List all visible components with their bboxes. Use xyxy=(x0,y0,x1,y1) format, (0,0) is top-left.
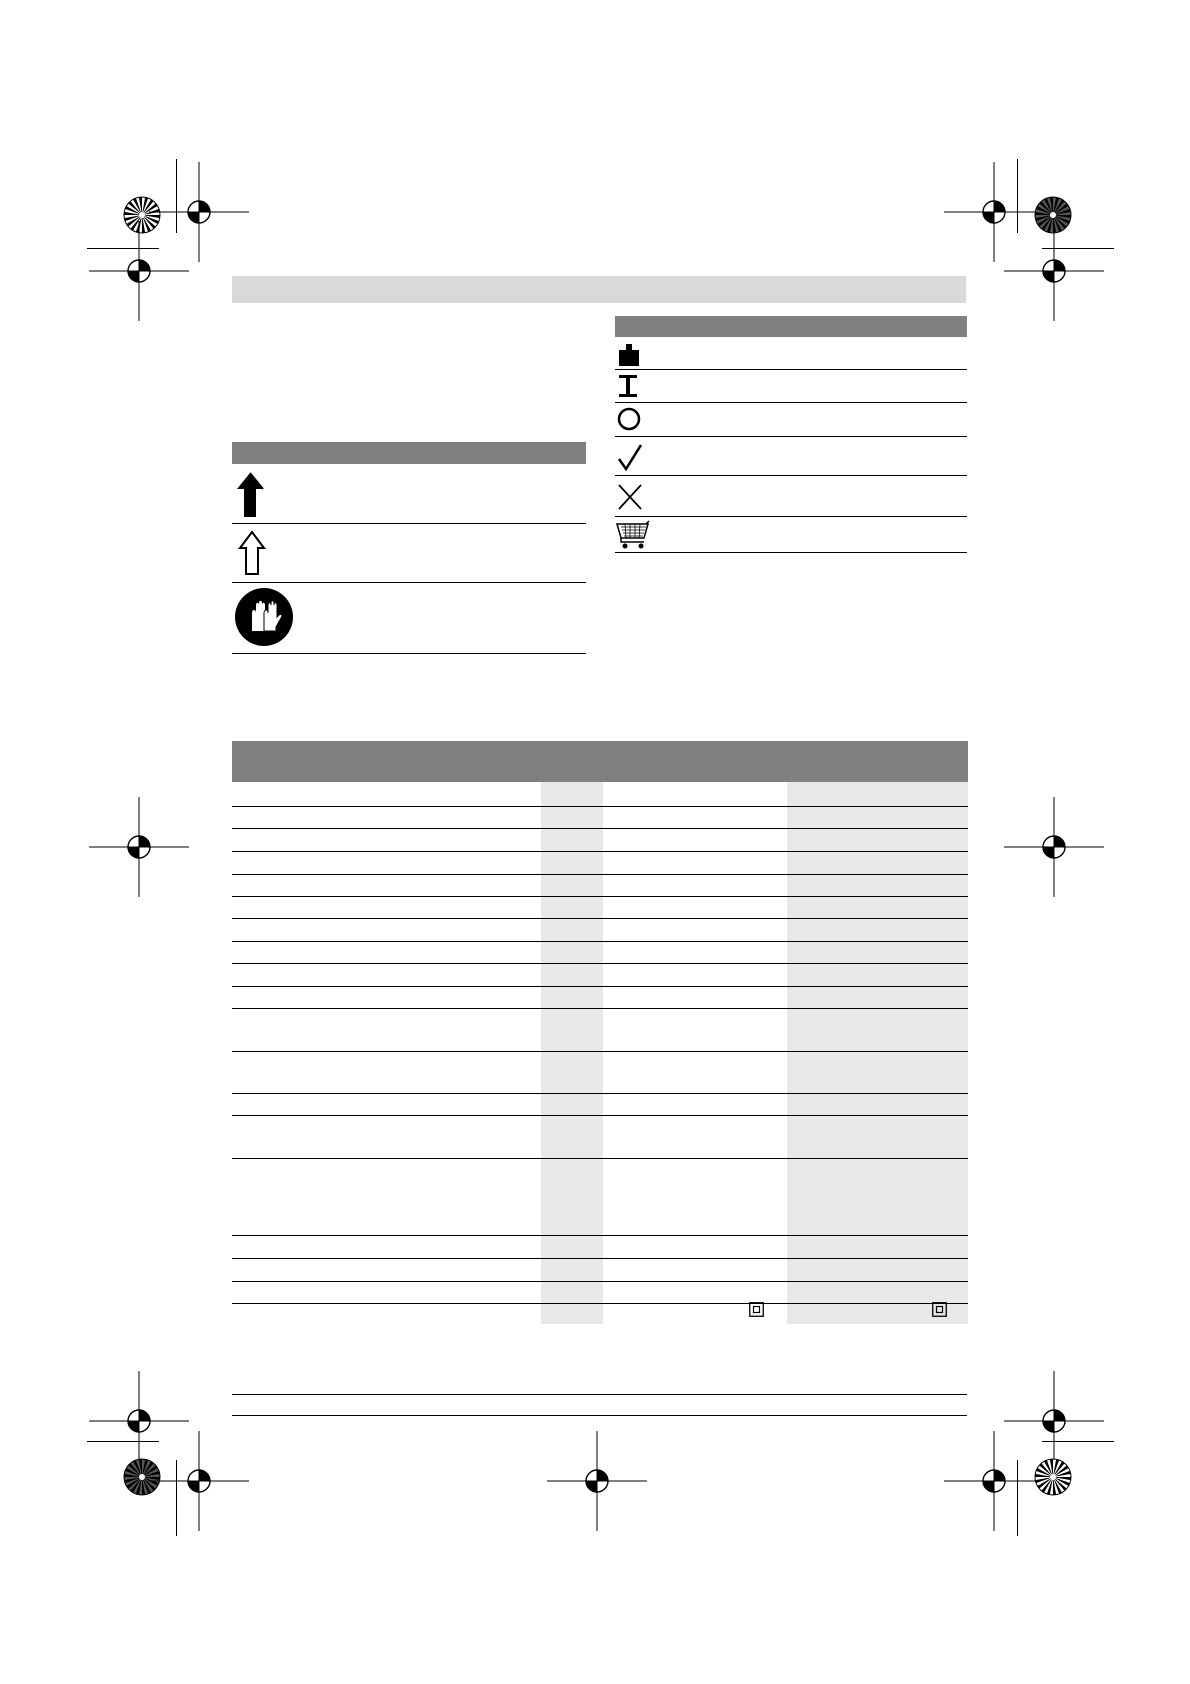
footer-rule-top xyxy=(232,1394,967,1395)
registration-target-icon xyxy=(944,1431,1044,1531)
page-header-band xyxy=(232,276,966,303)
table-row xyxy=(232,986,968,987)
table-row xyxy=(232,1303,968,1304)
double-insulation-icon xyxy=(932,1302,947,1317)
registration-target-icon xyxy=(89,797,189,897)
table-row xyxy=(232,1093,968,1094)
crop-line xyxy=(1042,1441,1114,1442)
table-row xyxy=(232,896,968,897)
spec-column-shade xyxy=(541,782,603,1324)
divider xyxy=(615,475,967,476)
safety-symbols-header xyxy=(232,442,586,464)
circle-icon xyxy=(617,406,643,432)
divider xyxy=(615,402,967,403)
table-row xyxy=(232,851,968,852)
hearing-protection-arrow-filled-icon xyxy=(235,471,265,519)
double-insulation-icon xyxy=(749,1302,764,1317)
safety-symbol-row xyxy=(232,464,586,524)
table-row xyxy=(232,1235,968,1236)
table-row xyxy=(232,918,968,919)
table-row xyxy=(232,874,968,875)
i-beam-icon xyxy=(617,373,643,399)
arrow-outline-icon xyxy=(238,530,266,576)
safety-symbol-row xyxy=(232,583,586,653)
shopping-cart-icon xyxy=(616,520,650,550)
divider xyxy=(615,436,967,437)
spec-table-header xyxy=(232,741,968,782)
table-row xyxy=(232,1115,968,1116)
status-symbols-header xyxy=(615,316,967,337)
table-row xyxy=(232,828,968,829)
crop-line xyxy=(176,1460,177,1536)
divider xyxy=(232,653,586,654)
registration-target-icon xyxy=(1004,797,1104,897)
table-row xyxy=(232,963,968,964)
protective-gloves-icon xyxy=(234,587,294,647)
table-row xyxy=(232,1281,968,1282)
table-row xyxy=(232,1051,968,1052)
table-row xyxy=(232,806,968,807)
divider xyxy=(615,516,967,517)
registration-target-icon xyxy=(1004,221,1104,321)
check-icon xyxy=(617,443,643,471)
divider xyxy=(615,552,967,553)
divider xyxy=(615,369,967,370)
spec-column-shade xyxy=(787,782,968,1324)
table-row xyxy=(232,1258,968,1259)
table-row xyxy=(232,1008,968,1009)
weight-icon xyxy=(617,342,643,368)
color-calibration-star-icon xyxy=(1034,1458,1072,1496)
registration-target-icon xyxy=(149,1431,249,1531)
footer-rule-bottom xyxy=(232,1415,967,1416)
registration-target-icon xyxy=(547,1431,647,1531)
registration-target-icon xyxy=(89,221,189,321)
cross-icon xyxy=(617,483,643,511)
safety-symbol-row xyxy=(232,524,586,582)
crop-line xyxy=(1017,1460,1018,1536)
table-row xyxy=(232,1158,968,1159)
table-row xyxy=(232,941,968,942)
